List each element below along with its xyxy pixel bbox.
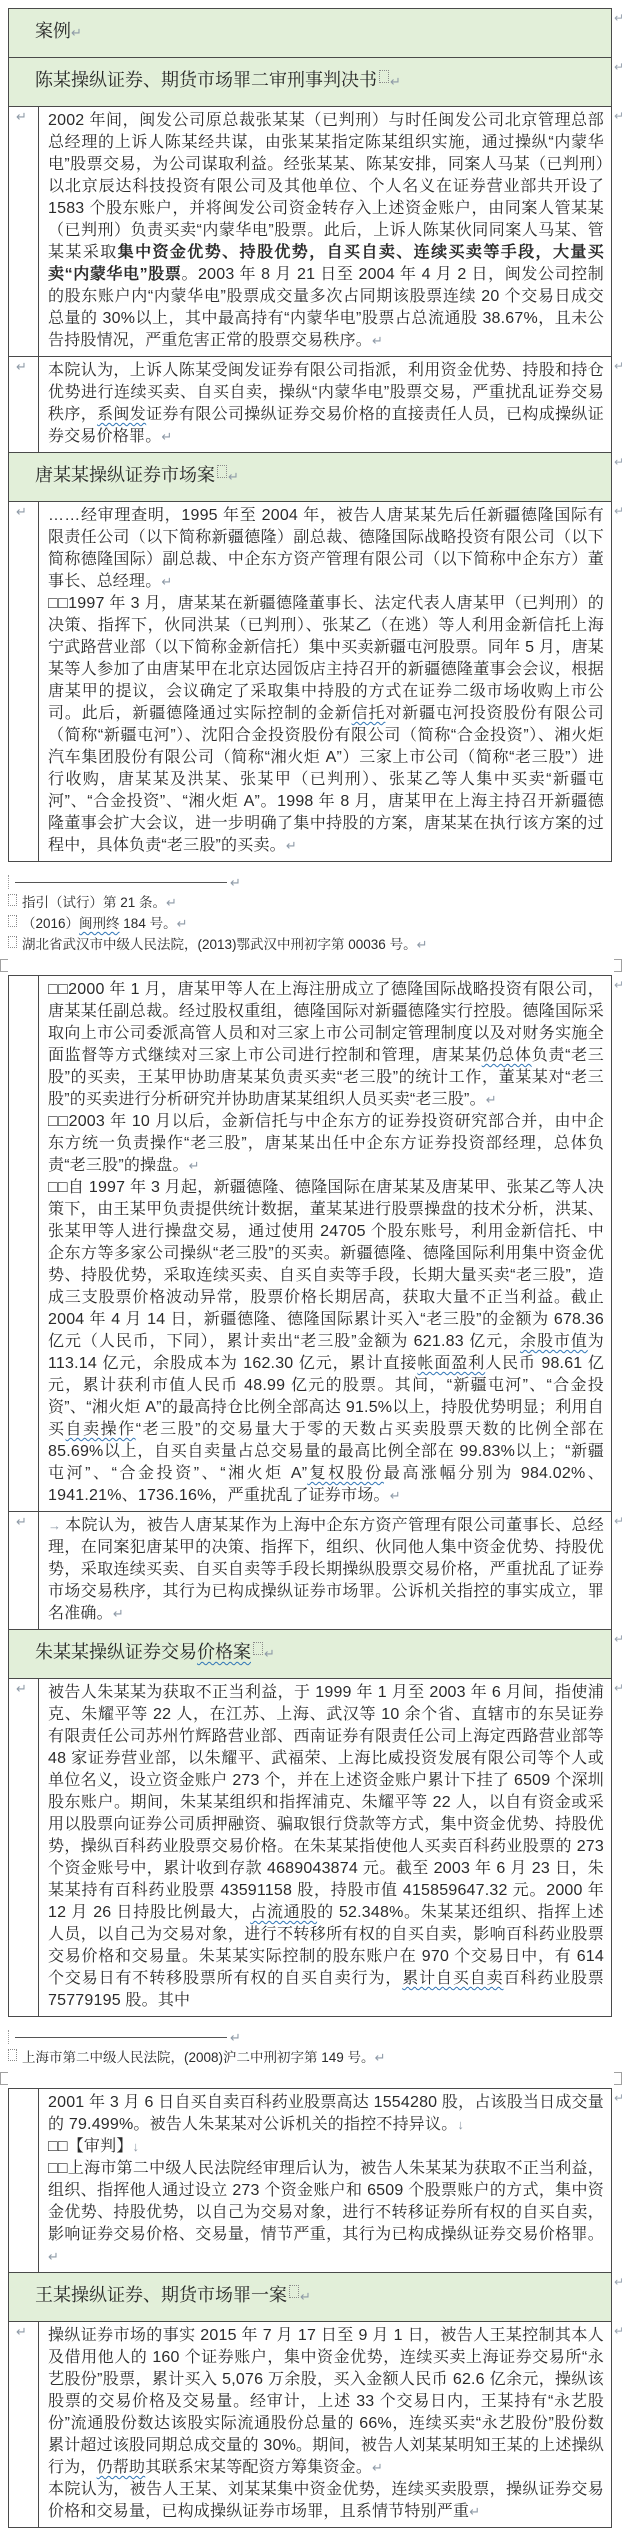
paragraph [48,110,604,352]
text-run: 帐面盈利 [417,1355,486,1372]
footnote-separator-line [15,882,227,883]
case-title[interactable] [9,58,611,106]
paragraph [48,1682,604,2012]
table-body-cells [9,2322,611,2527]
format-mark: ↵ [161,429,173,444]
table-body-row [9,106,624,356]
text-run: 唐某某操纵证券市场案 [35,465,215,485]
text-run: 价格案 [197,1642,251,1662]
text-run: 余股市值 [520,1333,588,1350]
format-mark: ↓ [457,2117,465,2132]
row-end-pilcrow-mark: ↵ [613,2275,624,2289]
text-run: 对新疆屯河投资股份有限公司（简称“新疆屯河”）、沈阳合金投资股份有限公司（简称“合金投资”）、湘火炬汽车集团股份有限公司（简称“湘火炬 A”）三家上市公司（简称“老三股”）进行收购，唐某某及洪某、张某甲（已判刑）、张某乙等人集中买卖“新疆屯河”、“合金投资”、“湘火炬 A”。1998 年 8 月，唐某甲在上海主持召开新疆德隆董事会扩大会议，进一步明确了集中持股的方案，唐某某在执行该方案的过程中，具体负责“老三股”的买卖。 [48,705,604,854]
paragraph [48,2325,604,2479]
footnote-item [8,2047,612,2068]
table-body-cells [9,357,611,452]
paragraph [48,1177,604,1507]
format-mark: ↵ [372,333,384,348]
text-run: □□2000 年 1 月，唐某甲等人在上海注册成立了德隆国际战略投资有限公司，唐某某任副总裁。经过股权重组，德隆国际对新疆德隆实行控股。德隆国际采取向上市公司委派高管人员和对三家上市公司制定管理制度以及对财务实施全面监督等方式继续对三家上市公司进行控制和管理，唐某某 [48,981,604,1064]
table-body-cells [9,1679,611,2016]
row-end-pilcrow-mark: ↵ [613,1632,624,1646]
text-run: 闽刑终 [79,916,120,931]
case-table [8,8,624,862]
gutter-cell [9,976,39,1511]
text-run: 指引（试行）第 21 条。 [22,895,167,910]
format-mark: ↵ [161,574,173,589]
text-run: 集中资金优势、持股优势，自买自卖、连续买卖等手段，大量买卖“内蒙华电”股票 [48,244,604,283]
paragraph-cell[interactable] [39,2322,611,2527]
text-run: 其联系宋某等配资方筹集资金。 [145,2459,373,2476]
gutter-cell [9,502,39,861]
footnote-number-icon [8,936,17,948]
paragraph-cell[interactable] [39,1679,611,2016]
paragraph-cell[interactable] [39,502,611,861]
text-run: 本院认为，上诉人陈某受闽发证券有限公司指派，利用资金优势、持股和持仓优势进行连续买卖、自买自卖，操纵“内蒙华电”股票交易，严重扰乱证券交易秩序， [48,362,604,423]
format-mark: ↵ [372,2460,384,2475]
text-run: 朱某某操纵证券交易 [35,1642,197,1662]
table-body-cells [9,502,611,861]
text-run: 2002 年间，闽发公司原总裁张某某（已判刑）与时任闽发公司北京管理总部总经理的上诉人陈某经共谋，由张某某指定陈某组织实施，通过操纵“内蒙华电”股票交易，为公司谋取利益。经张某某、陈某安排，同案人马某（已判刑）以北京辰达科技投资有限公司及其他单位、个人名义在证券营业部共开设了 1583 个股东账户，并将闽发公司资金转存入上述资金账户，由同案人管某某（已判刑）负责买卖“内蒙华电”股票。此后，上诉人陈某伙同同案人马某、管某某采取 [48,112,604,261]
format-mark: ↵ [176,916,188,931]
pilcrow-mark: ↵ [16,1681,27,1696]
text-run: 信托 [351,705,386,722]
format-mark: ↵ [112,1606,124,1621]
pilcrow-mark: ↵ [228,469,239,484]
paragraph [48,979,604,1111]
text-run: 上海市第二中级人民法院，(2008)沪二中刑初字第 149 号。 [22,2050,375,2065]
text-run: 最高涨幅分别为 984.02%、1941.21%、1736.16%，严重扰乱了证券市场。 [48,1465,604,1504]
text-run: 百科药业股票 75779195 股。其中 [48,1970,605,2009]
paragraph-cell[interactable] [39,2089,611,2272]
row-end-pilcrow-mark: ↵ [613,109,624,123]
paragraph [48,2479,604,2523]
table-body-row [9,2089,624,2272]
text-run: “老三股”的交易量大于零的天数占买卖股票天数的比例全部在 85.69%以上，自买自卖量占总交易量的最高比例全部在 99.83%以上；“新疆屯河”、“合金投资”、“湘火炬 A” [48,1421,604,1482]
format-mark: → [48,1518,66,1533]
footnote-ref-icon [379,70,389,83]
pilcrow-mark: ↵ [300,2289,311,2304]
footnote-number-icon [8,2049,17,2061]
text-run: 案例 [35,21,71,41]
text-run: 2001 年 3 月 6 日自买自卖百科药业股票高达 1554280 股，占该股当日成交量的 79.499%。被告人朱某某对公诉机关的指控不持异议。 [48,2094,604,2133]
table-header-row [9,9,624,57]
footnote-ref-icon [289,2285,299,2298]
table-header-row [9,2272,624,2321]
paragraph [48,360,604,448]
text-run: 占流通股 [250,1904,318,1921]
gutter-cell [9,357,39,452]
footnote-separator-line [15,2037,227,2038]
footnote-number-icon [8,915,17,927]
page-boundary-mark [614,959,622,972]
footnote-item [8,913,612,934]
pilcrow-mark: ↵ [71,25,82,40]
footnote-edge-mark [8,2030,13,2044]
pilcrow-mark: ↵ [16,109,27,124]
format-mark: ↵ [389,1488,401,1503]
text-run: 累计自买自卖 [402,1970,504,1987]
pilcrow-mark: ↵ [16,2324,27,2339]
case-title[interactable] [9,453,611,501]
text-run: □□2003 年 10 月以后，金新信托与中企东方的证券投资研究部合并，由中企东方统一负责操作“老三股”，唐某某出任中企东方证券投资部经理，总体负责“老三股”的操盘。 [48,1113,604,1174]
text-run: 陈某操纵证券、期货市场罪二审刑事判决书 [35,70,377,90]
case-table [8,975,624,2017]
table-body-row [9,501,624,861]
page-boundary-mark [0,2072,8,2085]
gutter-cell [9,1512,39,1629]
text-run: 证券有限公司操纵证券交易价格的直接责任人员，已构成操纵证券交易价格罪。 [48,406,604,445]
footnote-separator [8,2027,612,2047]
paragraph-cell[interactable] [39,976,611,1511]
text-run: 系闽发 [97,406,147,423]
pilcrow-mark: ↵ [16,359,27,374]
table-header-row [9,1629,624,1678]
text-run: 仍帮助 [96,2459,146,2476]
text-run: 为 113.14 亿元，余股成本为 162.30 亿元，累计直接 [48,1333,604,1372]
text-run: 的 52.348%。朱某某还组织、指挥上述人员，以自己为交易对象，进行不转移所有权的自买自卖，影响百科药业股票交易价格和交易量。朱某某实际控制的股东账户在 970 个交易日中，有 614 个交易日有不转移股票所有权的自买自卖行为， [48,1904,604,1987]
table-body-row [9,2321,624,2527]
text-run: 。2003 年 8 月 21 日至 2004 年 4 月 2 日，闽发公司控制的股东账户内“内蒙华电”股票成交量多次占同期该股票连续 20 个交易日成交总量的 30%以上，其中最高持有“内蒙华电”股票占总流通股 38.67%，且未公告持股情况，严重危害正常的股票交易秩序。 [48,266,604,349]
paragraph-cell[interactable] [39,357,611,452]
paragraph [48,1515,604,1625]
text-run: □□自 1997 年 3 月起，新疆德隆、德隆国际在唐某某及唐某甲、张某乙等人决策下，由王某甲负责提供统计数据，董某某进行股票操盘的技术分析，洪某、张某甲等人进行操盘交易，通过使用 24705 个股东账号，利用金新信托、中企东方等多家公司操纵“老三股”的买卖。新疆德隆、德隆国际利用集中资金优势、持股优势，采取连续买卖、自买自卖等手段，长期大量买卖“老三股”，造成三支股票价格波动异常，股票价格长期居高，获取大量不正当利益。截止 2004 年 4 月 14 日，新疆德隆、德隆国际累计买入“老三股”的金额为 678.36 亿元（人民币，下同），累计卖出“老三股”金额为 621.83 亿元， [48,1179,604,1350]
case-title[interactable] [9,2273,611,2321]
text-run: 184 号。 [119,916,177,931]
table-body-cells [9,1512,611,1629]
text-run: 人民币 98.61 亿元，累计获利市值人民币 48.99 亿元的股票。其间，“新疆屯河”、“合金投资”、“湘火炬 A”的最高持仓比例全部高达 91.5%以上，持股优势明显；利用自买 [48,1355,604,1438]
gutter-cell [9,2322,39,2527]
format-mark: ↵ [188,1158,200,1173]
text-run: □□上海市第二中级人民法院经审理后认为，被告人朱某某为获取不正当利益，组织、指挥他人通过设立 273 个资金账户和 6509 个股票账户的方式，集中资金优势、持股优势，以自己为交易对象，进行不转移证券所有权的自买自卖，影响证券交易价格、交易量，情节严重，其行为已构成操纵证券交易价格罪。 [48,2160,604,2243]
table-body-row [9,1678,624,2016]
pilcrow-mark: ↵ [16,1514,27,1529]
table-body-row [9,976,624,1511]
paragraph-cell[interactable] [39,107,611,356]
text-run: 王某操纵证券、期货市场罪一案 [35,2285,287,2305]
pilcrow-mark: ↵ [230,874,241,890]
paragraph [48,2158,604,2268]
row-end-pilcrow-mark: ↵ [613,1681,624,1695]
footnote-separator [8,872,612,892]
row-end-pilcrow-mark: ↵ [613,455,624,469]
row-end-pilcrow-mark: ↵ [613,1514,624,1528]
format-mark: ↓ [132,2139,140,2154]
footnote-item [8,892,612,913]
page-boundary-mark [614,2072,622,2085]
text-run: 被告人朱某某为获取不正当利益，于 1999 年 1 月至 2003 年 6 月间，指使浦克、朱耀平等 22 人，在江苏、上海、武汉等 10 余个省、直辖市的东吴证券有限责任公司苏州竹辉路营业部、西南证券有限责任公司上海定西路营业部等 48 家证券营业部，以朱耀平、武福荣、上海比威投资发展有限公司等个人或单位名义，设立资金账户 273 个，并在上述资金账户累计下挂了 6509 个深圳股东账户。期间，朱某某组织和指挥浦克、朱耀平等 22 人，以自有资金或采用以股票向证券公司质押融资、骗取银行贷款等方式，集中资金优势、持股优势，操纵百科药业股票交易价格。在朱某某指使他人买卖百科药业股票的 273 个资金账号中，累计收到存款 4689043874 元。截至 2003 年 6 月 23 日，朱某某持有百科药业股票 43591158 股，持股市值 415859647.32 元。2000 年 12 月 26 日持股比例最大， [48,1684,604,1921]
table-body-cells [9,107,611,356]
text-run: 本院认为，被告人王某、刘某某集中资金优势，连续买卖股票，操纵证券交易价格和交易量，已构成操纵证券市场罪，且系情节特别严重 [48,2481,604,2520]
paragraph [48,593,604,857]
case-title[interactable] [9,9,611,57]
text-run: 自卖操作 [65,1421,136,1438]
gutter-cell [9,107,39,356]
paragraph [48,505,604,593]
footnote-item [8,934,612,955]
text-run: 湖北省武汉市中级人民法院，(2013)鄂武汉中刑初字第 00036 号。 [22,937,417,952]
gutter-cell [9,1679,39,2016]
text-run: □□【审判】 [48,2138,133,2155]
table-body-cells [9,976,611,1511]
format-mark: ↵ [469,2504,481,2519]
format-mark: ↵ [166,895,177,910]
paragraph-cell[interactable] [39,1512,611,1629]
case-title[interactable] [9,1630,611,1678]
footnote-block [8,2027,612,2068]
paragraph [48,2092,604,2136]
row-end-pilcrow-mark: ↵ [613,359,624,373]
pilcrow-mark: ↵ [16,504,27,519]
text-run: 复权股份 [307,1465,384,1482]
paragraph [48,1111,604,1177]
text-run: ……经审理查明，1995 年至 2004 年，被告人唐某某先后任新疆德隆国际有限责任公司（以下简称新疆德隆）副总裁、德隆国际战略投资有限公司（以下简称德隆国际）副总裁、中企东方资产管理有限公司（以下简称中企东方）董事长、总经理。 [48,507,604,590]
page-boundary-mark [0,959,8,972]
row-end-pilcrow-mark: ↵ [613,11,624,25]
text-run: 操纵证券市场的事实 2015 年 7 月 17 日至 9 月 1 日，被告人王某控制其本人及借用他人的 160 个证券账户，集中资金优势，连续买卖上海证券交易所“永艺股份”股票，累计买入 5,076 万余股，买入金额人民币 62.6 亿余元，操纵该股票的交易价格及交易量。经审计，上述 33 个交易日内，王某持有“永艺股份”流通股份数达该股实际流通股份总量的 66%，连续买卖“永艺股份”股份数累计超过该股同期总成交量的 30%。期间，被告人刘某某明知王某的上述操纵行为， [48,2327,604,2476]
table-body-cells [9,2089,611,2272]
text-run: □□1997 年 3 月，唐某某在新疆德隆董事长、法定代表人唐某甲（已判刑）的决策、指挥下，伙同洪某（已判刑）、张某乙（在逃）等人利用金新信托上海宁武路营业部（以下简称金新信托）集中买卖新疆屯河股票。同年 5 月，唐某某等人参加了由唐某甲在北京达园饭店主持召开的新疆德隆董事会会议，根据唐某甲的提议，会议确定了采取集中持股的方式在证券二级市场收购上市公司。此后，新疆德隆通过实际控制的金新 [48,595,604,722]
case-table [8,2088,624,2528]
row-end-pilcrow-mark: ↵ [613,504,624,518]
row-end-pilcrow-mark: ↵ [613,2091,624,2105]
format-mark: ↵ [48,2249,60,2264]
text-run: 负责“老三股”的买卖，王某甲协助唐某某负责买卖“老三股”的统计工作，董某某对“老三股”的买卖进行分析研究并协助唐某某组织人员买卖“老三股”。 [48,1047,604,1108]
footnote-number-icon [8,894,17,906]
format-mark: ↵ [374,2050,386,2065]
gutter-cell [9,2089,39,2272]
page-boundary-gap [0,2070,624,2086]
footnote-ref-icon [217,465,227,478]
row-end-pilcrow-mark: ↵ [613,978,624,992]
format-mark: ↵ [485,1092,497,1107]
format-mark: ↵ [416,937,428,952]
row-end-pilcrow-mark: ↵ [613,2324,624,2338]
footnote-edge-mark [8,875,13,889]
pilcrow-mark: ↵ [264,1646,275,1661]
footnote-ref-icon [253,1642,263,1655]
paragraph [48,2136,604,2158]
text-run: 本院认为，被告人唐某某作为上海中企东方资产管理有限公司董事长、总经理，在同案犯唐某甲的决策、指挥下，组织、伙同他人集中资金优势、持股优势，采取连续买卖、自买自卖等手段长期操纵股票交易价格，严重扰乱了证券市场交易秩序，其行为已构成操纵证券市场罪。公诉机关指控的事实成立，罪名准确。 [48,1517,604,1622]
pilcrow-mark: ↵ [390,74,401,89]
pilcrow-mark: ↵ [230,2029,241,2045]
table-body-row [9,356,624,452]
table-body-row [9,1511,624,1629]
format-mark: ↵ [285,838,297,853]
footnote-block [8,872,612,955]
text-run: （2016） [22,916,80,931]
table-header-row [9,452,624,501]
table-header-row [9,57,624,106]
text-run: 仍总体 [481,1047,532,1064]
row-end-pilcrow-mark: ↵ [613,60,624,74]
page-boundary-gap [0,957,624,973]
